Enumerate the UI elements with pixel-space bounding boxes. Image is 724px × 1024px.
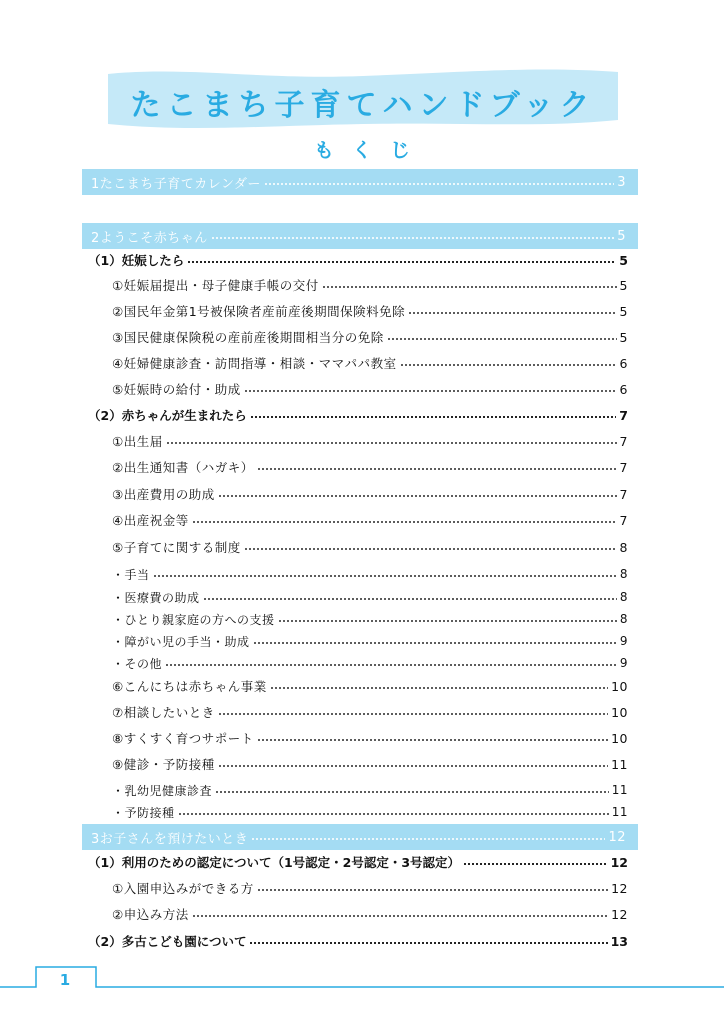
leader-dots (257, 889, 608, 891)
toc-chapter-2[interactable] (82, 223, 638, 249)
leader-dots (244, 548, 617, 550)
toc-page-number: 8 (619, 567, 628, 581)
toc-item[interactable] (112, 676, 628, 696)
toc-page-number: 7 (619, 459, 628, 475)
toc-label: （2）多古こども園について (88, 934, 247, 949)
toc-page-number: 6 (619, 355, 628, 371)
toc-label: ⑧すくすく育つサポート (112, 731, 254, 746)
toc-label: ②国民年金第1号被保険者産前産後期間保険料免除 (112, 304, 406, 319)
toc-label: ⑤子育てに関する制度 (112, 540, 241, 555)
toc-label: ・手当 (112, 567, 150, 582)
toc-item[interactable] (112, 484, 628, 504)
leader-dots (192, 915, 608, 917)
toc-page-number: 7 (619, 486, 628, 502)
toc-page-number: 11 (611, 783, 628, 797)
leader-dots (218, 765, 608, 767)
toc-page-number: 12 (608, 829, 626, 845)
toc-page-number: 11 (611, 805, 628, 819)
leader-dots (251, 838, 605, 840)
toc-page-number: 3 (617, 174, 626, 190)
leader-dots (187, 261, 616, 263)
leader-dots (387, 338, 617, 340)
toc-subitem[interactable] (112, 610, 628, 628)
toc-subitem[interactable] (112, 588, 628, 606)
footer-tab-line (0, 962, 724, 992)
toc-subitem[interactable] (112, 654, 628, 672)
leader-dots (244, 390, 617, 392)
toc-item[interactable] (112, 702, 628, 722)
leader-dots (165, 664, 617, 666)
leader-dots (408, 312, 616, 314)
toc-page-number: 7 (619, 433, 628, 449)
toc-label: ⑤妊娠時の給付・助成 (112, 382, 241, 397)
toc-label: ③国民健康保険税の産前産後期間相当分の免除 (112, 330, 384, 345)
toc-label: ②出生通知書（ハガキ） (112, 460, 254, 475)
toc-label: ②申込み方法 (112, 907, 189, 922)
toc-page-number: 8 (619, 539, 628, 555)
toc-label: ⑨健診・予防接種 (112, 757, 215, 772)
toc-page-number: 5 (619, 303, 628, 319)
toc-label: 2ようこそ赤ちゃん (91, 230, 208, 246)
toc-label: ・乳幼児健康診査 (112, 783, 213, 798)
toc-page-number: 12 (611, 906, 628, 922)
leader-dots (153, 575, 617, 577)
toc-label: ④出産祝金等 (112, 513, 189, 528)
toc-item[interactable] (112, 510, 628, 530)
leader-dots (463, 863, 608, 865)
toc-label: ④妊婦健康診査・訪問指導・相談・ママパパ教室 (112, 356, 397, 371)
page-footer (0, 962, 724, 992)
toc-item[interactable] (112, 275, 628, 295)
leader-dots (215, 791, 609, 793)
toc-label: ・ひとり親家庭の方への支援 (112, 612, 275, 627)
toc-label: （2）赤ちゃんが生まれたら (88, 408, 247, 423)
toc-section[interactable] (88, 852, 628, 872)
toc-page-number: 5 (617, 228, 626, 244)
toc-page-number: 6 (619, 381, 628, 397)
toc-label: ・障がい児の手当・助成 (112, 634, 250, 649)
leader-dots (249, 942, 607, 944)
toc-page-number: 8 (619, 612, 628, 626)
leader-dots (257, 468, 617, 470)
toc-item[interactable] (112, 431, 628, 451)
page-number: 1 (59, 971, 71, 989)
toc-label: ・その他 (112, 656, 163, 671)
leader-dots (192, 521, 617, 523)
toc-item[interactable] (112, 379, 628, 399)
leader-dots (278, 620, 617, 622)
leader-dots (178, 813, 609, 815)
toc-label: ③出産費用の助成 (112, 487, 215, 502)
toc-page-number: 12 (611, 880, 628, 896)
leader-dots (322, 286, 617, 288)
toc-item[interactable] (112, 754, 628, 774)
leader-dots (166, 442, 617, 444)
toc-item[interactable] (112, 878, 628, 898)
toc-label: ・医療費の助成 (112, 590, 200, 605)
toc-chapter-1[interactable] (82, 169, 638, 195)
leader-dots (400, 364, 617, 366)
toc-page-number: 12 (610, 854, 628, 870)
toc-label: ①出生届 (112, 434, 163, 449)
toc-label: ・予防接種 (112, 805, 175, 820)
toc-page-number: 5 (619, 329, 628, 345)
toc-subitem[interactable] (112, 803, 628, 821)
toc-label: 3お子さんを預けたいとき (91, 831, 249, 847)
toc-section[interactable] (88, 250, 628, 270)
leader-dots (264, 183, 614, 185)
toc-page-number: 7 (619, 512, 628, 528)
toc-label: （1）利用のための認定について（1号認定・2号認定・3号認定） (88, 855, 461, 870)
toc-label: 1たこまち子育てカレンダー (91, 176, 261, 192)
toc-label: ①妊娠届提出・母子健康手帳の交付 (112, 278, 319, 293)
leader-dots (218, 713, 608, 715)
toc-item[interactable] (112, 537, 628, 557)
document-title: たこまち子育てハンドブック (130, 88, 596, 123)
toc-section[interactable] (88, 405, 628, 425)
title-banner (108, 66, 618, 132)
toc-label: ①入園申込みができる方 (112, 881, 254, 896)
toc-page-number: 10 (611, 678, 628, 694)
toc-page-number: 8 (619, 590, 628, 604)
toc-label: ⑥こんにちは赤ちゃん事業 (112, 679, 267, 694)
toc-subitem[interactable] (112, 632, 628, 650)
leader-dots (257, 739, 608, 741)
toc-section[interactable] (88, 931, 628, 951)
toc-page-number: 9 (619, 634, 628, 648)
leader-dots (270, 687, 608, 689)
leader-dots (211, 237, 614, 239)
toc-page-number: 13 (610, 933, 628, 949)
toc-page-number: 9 (619, 656, 628, 670)
leader-dots (250, 416, 617, 418)
toc-chapter-3[interactable] (82, 824, 638, 850)
toc-page-number: 7 (619, 407, 628, 423)
toc-item[interactable] (112, 301, 628, 321)
toc-page-number: 10 (611, 704, 628, 720)
leader-dots (253, 642, 617, 644)
toc-page-number: 10 (611, 730, 628, 746)
toc-label: （1）妊娠したら (88, 253, 185, 268)
toc-subitem[interactable] (112, 781, 628, 799)
document-subtitle: もくじ (314, 138, 428, 162)
toc-item[interactable] (112, 457, 628, 477)
toc-item[interactable] (112, 728, 628, 748)
toc-page-number: 11 (611, 756, 628, 772)
toc-item[interactable] (112, 904, 628, 924)
toc-item[interactable] (112, 353, 628, 373)
toc-subitem[interactable] (112, 565, 628, 583)
toc-label: ⑦相談したいとき (112, 705, 215, 720)
toc-page-number: 5 (619, 252, 628, 268)
toc-item[interactable] (112, 327, 628, 347)
leader-dots (218, 495, 617, 497)
leader-dots (203, 598, 617, 600)
toc-page-number: 5 (619, 277, 628, 293)
